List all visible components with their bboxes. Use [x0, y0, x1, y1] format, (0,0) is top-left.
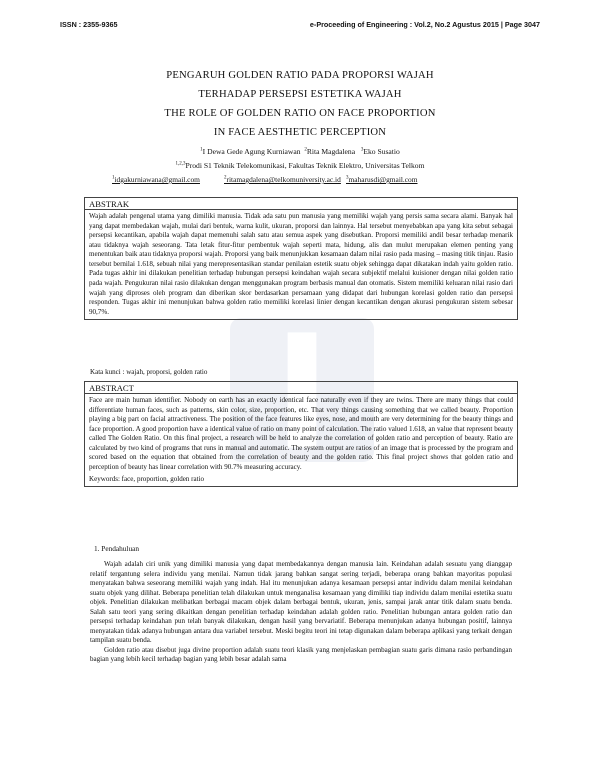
author-list	[60, 147, 540, 156]
email3-item[interactable]	[346, 175, 418, 184]
section-heading: 1. Pendahuluan	[94, 544, 139, 553]
author2-mark: 2	[304, 147, 307, 153]
abstrak-heading: ABSTRAK	[85, 198, 517, 210]
affiliation-mark: 1,2,3	[175, 161, 186, 167]
affiliation	[60, 161, 540, 170]
body-paragraph-1: Wajah adalah ciri unik yang dimiliki manusia yang dapat membedakannya dengan manusia lain. Keindahan adalah sesuatu yang dianggap relatif tergantung selera individu yang menilai. Namun tidak jarang bahkan sangat sering terjadi, beberapa orang bahkan mayoritas populasi menyatakan bahwa seseorang memiliki wajah yang indah. Hal itu menunjukan adanya kesamaan persepsi antar individu dalam menilai keindahan suatu objek yang dilihat. Beberapa penelitian telah dilakukan untuk menganalisa kesamaan yang dimiliki tiap individu dalam menilai estetika suatu objek. Penelitian dilakukan melibatkan berbagai macam objek dalam berbagai bentuk, ukuran, jenis, sampai jarak antar titik dalam suatu benda. Salah satu teori yang sering dikaitkan dengan penelitian terhadap keindahan adalah golden ratio. Penelitian hubungan antara golden ratio dan persepsi terhadap keindahan pun telah banyak dilakukan, dengan hasil yang bervariatif. Beberapa menunjukan adanya hubungan positif, lainnya menyatakan tidak adanya hubungan antara dua variabel tersebut. Meski begitu teori ini tetap digunakan dalam beberapa aplikasi yang terkait dengan tampilan suatu benda.	[90, 560, 512, 644]
email2-mark: 2	[224, 175, 227, 181]
email3-mark: 3	[346, 175, 349, 181]
email1-mark: 1	[112, 175, 115, 181]
email2-item[interactable]	[224, 175, 341, 184]
abstract-heading: ABSTRACT	[85, 382, 517, 394]
journal-citation: e-Proceeding of Engineering : Vol.2, No.2 Agustus 2015 | Page 3047	[309, 20, 540, 29]
title-id-line2: TERHADAP PERSEPSI ESTETIKA WAJAH	[198, 89, 402, 100]
abstrak-box	[84, 197, 518, 320]
affiliation-text: Prodi S1 Teknik Telekomunikasi, Fakultas Teknik Elektro, Universitas Telkom	[185, 161, 425, 170]
section-body	[90, 560, 512, 665]
issn-label: ISSN : 2355-9365	[60, 20, 118, 29]
author1-mark: 1	[200, 147, 203, 153]
author2: Rita Magdalena	[306, 147, 356, 156]
email1-item[interactable]	[112, 175, 200, 184]
abstract-keywords: Keywords: face, proportion, golden ratio	[89, 474, 205, 483]
author3-mark: 3	[360, 147, 364, 153]
title-en-line2: IN FACE AESTHETIC PERCEPTION	[213, 127, 387, 138]
title-id-line1: PENGARUH GOLDEN RATIO PADA PROPORSI WAJAH	[166, 70, 434, 81]
email2-link[interactable]: ritamagdalena@telkomuniversity.ac.id	[226, 175, 341, 184]
author3: Eko Susatio	[363, 147, 400, 156]
body-paragraph-2: Golden ratio atau disebut juga divine proportion adalah suatu teori klasik yang menjelaskan pembagian suatu garis dimana rasio perbandingan bagian yang lebih kecil terhadap bagian yang lebih besar adalah sama	[90, 645, 512, 663]
abstract-text: Face are main human identifier. Nobody on earth has an exactly identical face naturally even if they are twins. There are many things that could differentiate human faces, such as patterns, skin color, size, proportion, etc. That very things causing something that we called beauty. Proportion playing a big part on facial attractiveness. The position of the face features like eyes, nose, and mouth are very determining for the beauty things and face proportion. A good proportion have a identical value of ratio on many point of calculation. The ratio valued 1.618, an value that represent beauty called The Golden Ratio. On this final project, a research will be held to analyze the correlation of golden ratio and perception of beauty. Ratio are calculated by two kind of programs that runs in manual and automatic. The system output are ratios of an image that is processed by the program and scored based on the equation that obtained from the correlation of beauty and the golden ratio. This final project shows that golden ratio and perception of beauty has linear correlation with 90.7% measuring accuracy.	[89, 396, 513, 472]
author1: I Dewa Gede Agung Kurniawan	[202, 147, 301, 156]
abstrak-text: Wajah adalah pengenal utama yang dimiliki manusia. Tidak ada satu pun manusia yang memiliki wajah yang persis sama secara alami. Banyak hal yang dapat membedakan wajah, mulai dari bentuk, warna kulit, ukuran, proporsi dan lainnya. Hal tersebut menyebabkan apa yang kita sebut sebagai persepsi kecantikan, apabila wajah dapat memenuhi salah satu atau semua aspek yang disebutkan. Proporsi memiliki andil besar terhadap menarik atau tidaknya wajah seseorang. Tata letak fitur-fitur pembentuk wajah seperti mata, hidung, alis dan mulut merupakan elemen penting yang menentukan baik atau tidaknya proporsi wajah. Proporsi yang baik menunjukkan kesamaan dalam nilai rasio pada masing – masing titik tinjau. Rasio tersebut bernilai 1.618, sebuah nilai yang merepresentasikan standar penilaian estetik suatu objek sehingga dapat dikatakan indah yaitu golden ratio. Pada tugas akhir ini dilakukan penelitian terhadap hubungan persepsi keindahan wajah secara subjektif melalui kuisioner dengan nilai golden ratio pada wajah. Pengukuran nilai rasio dilakukan dengan menggunakan program berbasis manual dan otomatis. Sistem memiliki keluaran nilai rasio dari wajah yang diproses oleh program dan diberikan skor berdasarkan persamaan yang didapat dari hubungan korelasi golden ratio dan persepsi responden. Tugas akhir ini menunjukan bahwa golden ratio memiliki korelasi linier dengan kecantikan dengan akurasi pengukuran sistem sebesar 90,7%.	[89, 212, 513, 316]
email3-link[interactable]: maharusdi@gmail.com	[348, 175, 418, 184]
kata-kunci: Kata kunci : wajah, proporsi, golden ratio	[90, 368, 208, 376]
email1-link[interactable]: idgakurniawana@gmail.com	[114, 175, 200, 184]
title-en-line1: THE ROLE OF GOLDEN RATIO ON FACE PROPORTION	[164, 108, 436, 119]
abstract-box	[84, 381, 518, 487]
author-emails	[112, 175, 488, 185]
